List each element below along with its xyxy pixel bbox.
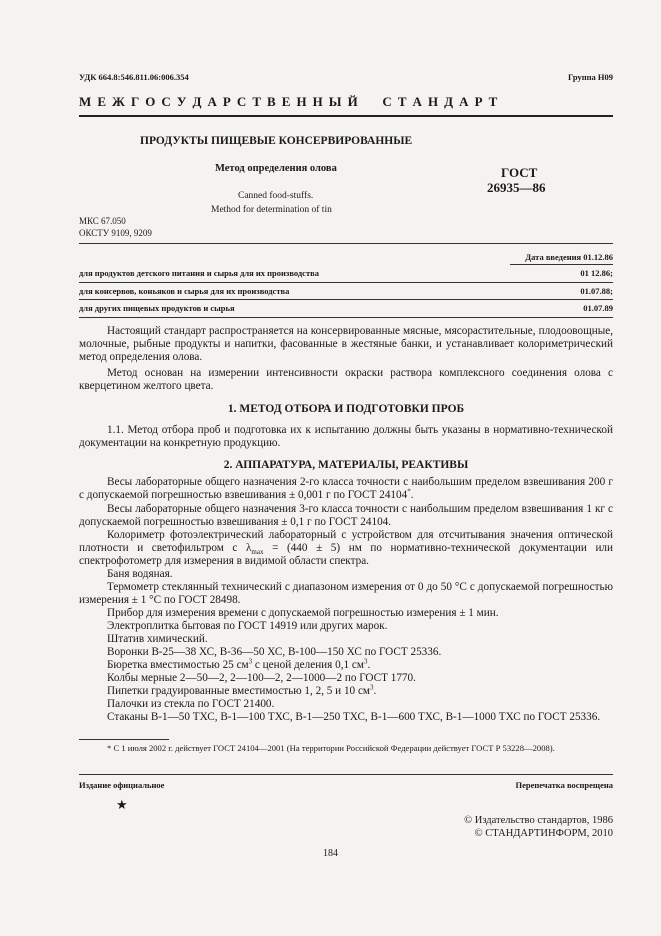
title-english-1: Canned food-stuffs. — [238, 191, 314, 201]
stove-line: Электроплитка бытовая по ГОСТ 14919 или других марок. — [107, 620, 388, 632]
document-subtitle: Метод определения олова — [215, 163, 337, 174]
scales-2-class-paragraph: Весы лабораторные общего назначения 2-го класса точности с наибольшим пределом взвешивания 200 г с допускаемой погрешностью взвешивания ± 0,001 г по ГОСТ 24104*. — [79, 476, 613, 502]
date-row-label: для продуктов детского питания и сырья для их производства — [79, 268, 319, 278]
water-bath-line: Баня водяная. — [107, 568, 173, 580]
funnels-line: Воронки В-25—38 ХС, В-36—50 ХС, В-100—150 ХС по ГОСТ 25336. — [107, 646, 442, 658]
intro-date — [480, 252, 613, 262]
tripod-line: Штатив химический. — [107, 633, 208, 645]
udk-code: УДК 664.8:546.811.06:006.354 — [79, 72, 189, 82]
pipettes-line: Пипетки градуированные вместимостью 1, 2, 5 и 10 $см^3$. — [107, 683, 377, 697]
intro-date-value: 01.12.86 — [583, 252, 613, 262]
gost-label: ГОСТ — [501, 165, 538, 180]
date-row-value: 01.07.89 — [583, 303, 613, 313]
intro-paragraph-2: Метод основан на измерении интенсивности окраски раствора комплексного соединения олова с кверцетином желтого цвета. — [79, 367, 613, 393]
section-1-paragraph: 1.1. Метод отбора проб и подготовка их к испытанию должны быть указаны в нормативно-технической документации на конкретную продукцию. — [79, 424, 613, 450]
group-code: Группа Н09 — [567, 72, 613, 82]
section-2-heading: 2. АППАРАТУРА, МАТЕРИАЛЫ, РЕАКТИВЫ — [223, 459, 469, 471]
title-english-2: Method for determination of tin — [211, 205, 332, 215]
reprint-notice: Перепечатка воспрещена — [515, 780, 613, 790]
official-edition: Издание официальное — [79, 780, 165, 790]
rods-line: Палочки из стекла по ГОСТ 21400. — [107, 698, 275, 710]
copyright-2010: © СТАНДАРТИНФОРМ, 2010 — [474, 828, 613, 839]
footer-rule — [79, 774, 613, 775]
standard-banner: М Е Ж Г О С У Д А Р С Т В Е Н Н Ы Й С Т А Н Д А Р Т — [79, 94, 499, 109]
burette-line: Бюретка вместимостью 25 $см^3$ с ценой деления 0,1 $см^3$. — [107, 657, 371, 671]
timer-line: Прибор для измерения времени с допускаемой погрешностью измерения ± 1 мин. — [107, 607, 499, 619]
title-rule — [79, 243, 613, 244]
date-rule-3 — [79, 317, 613, 318]
intro-date-label: Дата введения — [525, 252, 582, 262]
thermometer-paragraph: Термометр стеклянный технический с диапазоном измерения от 0 до 50 °С с допускаемой погрешностью измерения ± 1 °С по ГОСТ 28498. — [79, 581, 613, 607]
date-rule-0 — [510, 264, 613, 265]
colorimeter-paragraph: Колориметр фотоэлектрический лабораторный с устройством для отсчитывания значения оптической плотности и светофильтром с $\lambda_{max} = (440 \pm 5)$ нм по нормативно-технической документации или спектрофотометр для измерения в видимой области спектра. — [79, 529, 613, 568]
flasks-line: Колбы мерные 2—50—2, 2—100—2, 2—1000—2 по ГОСТ 1770. — [107, 672, 416, 684]
intro-paragraph-1: Настоящий стандарт распространяется на консервированные мясные, мясорастительные, плодоовощные, молочные, рыбные продукты и напитки, фасованные в жестяные банки, и устанавливает колориметрический метод определения олова. — [79, 325, 613, 364]
date-row-value: 01.07.88; — [580, 286, 613, 296]
date-rule-1 — [79, 282, 613, 283]
copyright-1986: © Издательство стандартов, 1986 — [464, 815, 613, 826]
okstu-code: ОКСТУ 9109, 9209 — [79, 228, 152, 238]
document-title: ПРОДУКТЫ ПИЩЕВЫЕ КОНСЕРВИРОВАННЫЕ — [140, 135, 413, 147]
date-row-label: для других пищевых продуктов и сырья — [79, 303, 235, 313]
footnote-rule — [79, 739, 169, 740]
mks-code: МКС 67.050 — [79, 216, 126, 226]
footnote: * С 1 июля 2002 г. действует ГОСТ 24104—2001 (На территории Российской Федерации действует ГОСТ Р 53228—2008). — [107, 743, 555, 753]
date-rule-2 — [79, 299, 613, 300]
footnote-mark: * — [407, 487, 411, 496]
date-row-label: для консервов, коньяков и сырья для их производства — [79, 286, 290, 296]
header-rule — [79, 115, 613, 117]
scales-3-class-paragraph: Весы лабораторные общего назначения 3-го класса точности с наибольшим пределом взвешивания 1 кг с допускаемой погрешностью взвешивания ± 0,1 г по ГОСТ 24104. — [79, 503, 613, 529]
gost-number: 26935—86 — [487, 180, 546, 195]
date-row-value: 01 12.86; — [580, 268, 613, 278]
section-1-heading: 1. МЕТОД ОТБОРА И ПОДГОТОВКИ ПРОБ — [227, 403, 465, 415]
star-icon: ★ — [116, 797, 128, 812]
page-number: 184 — [323, 848, 338, 859]
beakers-paragraph: Стаканы В-1—50 ТХС, В-1—100 ТХС, В-1—250 ТХС, В-1—600 ТХС, В-1—1000 ТХС по ГОСТ 25336. — [107, 711, 601, 723]
